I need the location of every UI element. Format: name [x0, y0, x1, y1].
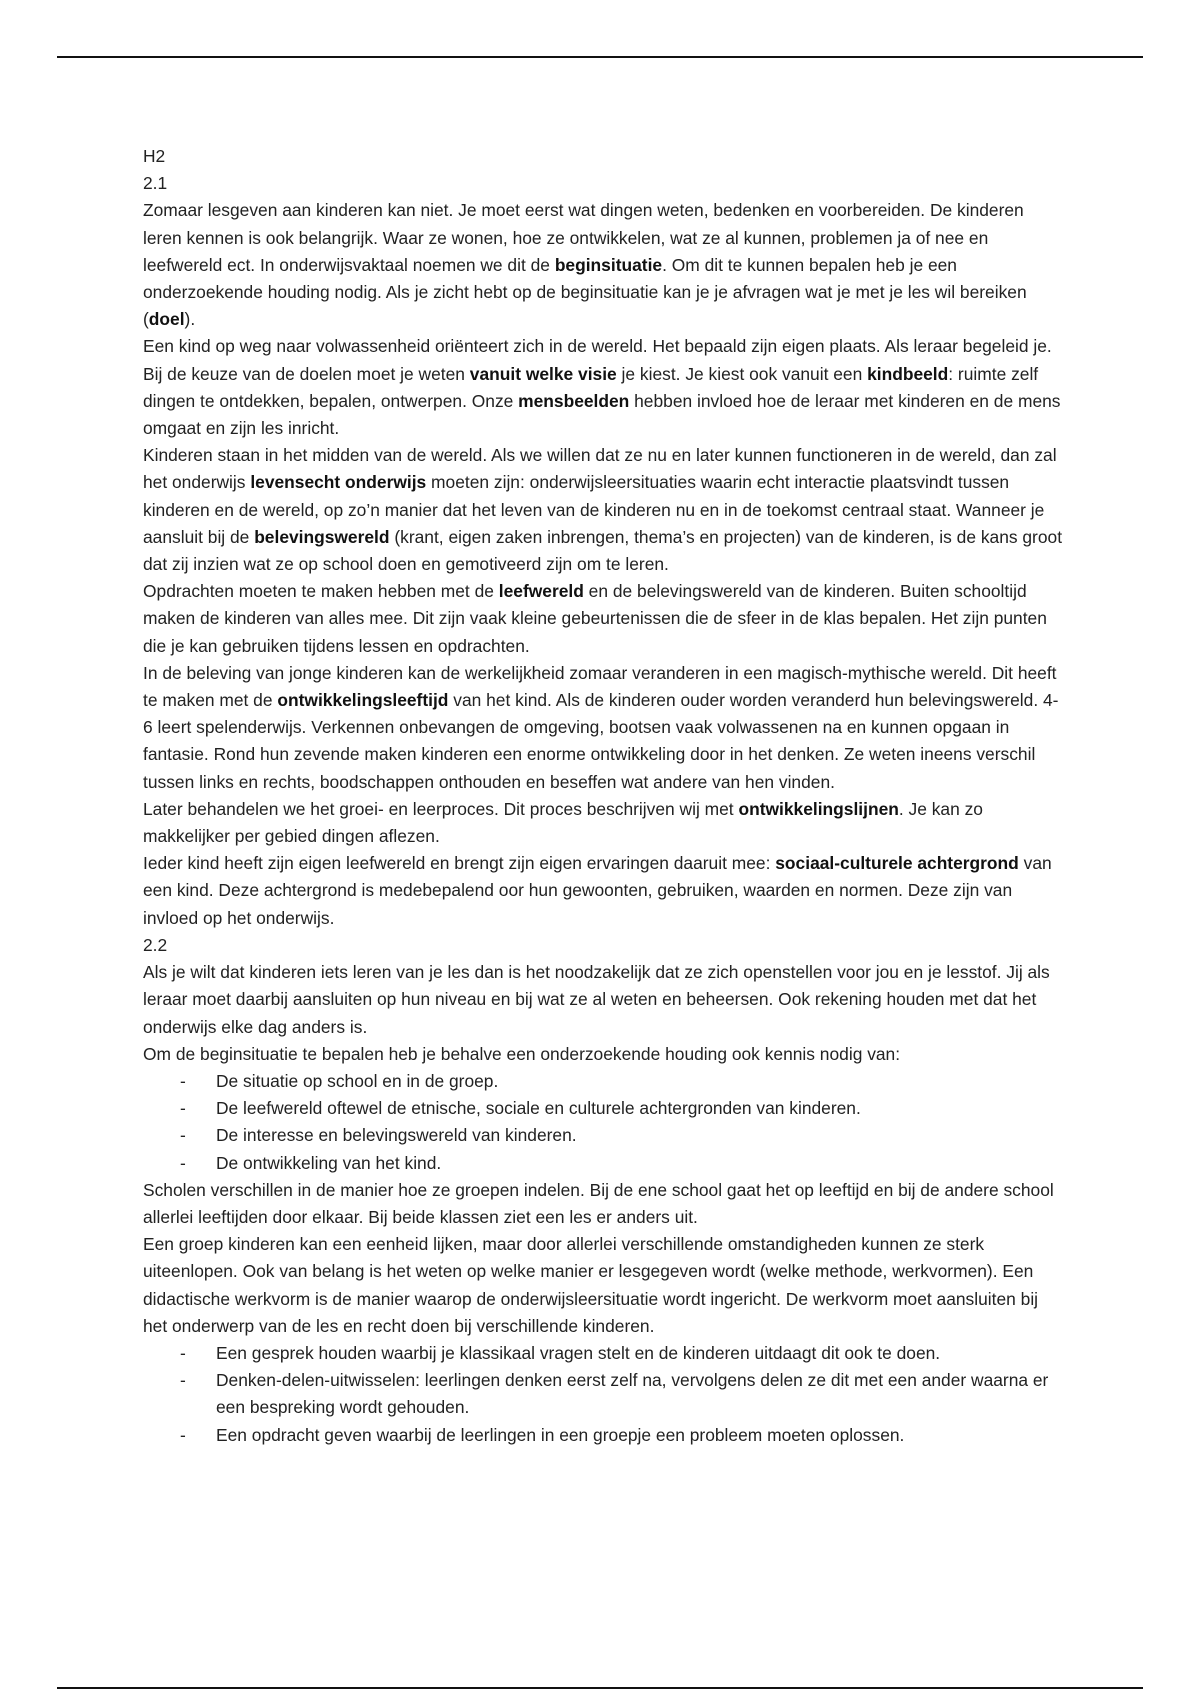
- bold-term: belevingswereld: [254, 526, 390, 547]
- text-run: van het kind. Als de kinderen ouder worden veranderd hun belevingswereld. 4-6 leert spelenderwijs. Verkennen onbevangen de omgeving, bootsen vaak volwassenen na en kunnen opgaan in fantasie. Rond hun zevende maken kinderen een enorme ontwikkeling door in het denken. Ze weten ineens verschil tussen links en rechts, boodschappen onthouden en beseffen wat andere van hen vinden.: [143, 690, 1059, 792]
- bold-term: doel: [148, 309, 185, 330]
- list-item: [180, 1068, 1063, 1095]
- text-run: je kiest. Je kiest ook vanuit een: [616, 363, 868, 384]
- paragraph: [143, 660, 1063, 796]
- bold-term: ontwikkelingsleeftijd: [277, 690, 449, 711]
- paragraph: [143, 850, 1063, 932]
- text-run: Zomaar lesgeven aan kinderen kan niet. Je moet eerst wat dingen weten, bedenken en voorbereiden. De kinderen leren kennen is ook belangrijk. Waar ze wonen, hoe ze ontwikkelen, wat ze al kunnen, problemen ja of nee en leefwereld ect. In onderwijsvaktaal noemen we dit de: [143, 200, 1024, 275]
- work-forms-list: [143, 1340, 1063, 1449]
- list-item-text: De ontwikkeling van het kind.: [216, 1152, 442, 1173]
- text-run: Later behandelen we het groei- en leerproces. Dit proces beschrijven wij met: [143, 798, 739, 819]
- bold-term: sociaal-culturele achtergrond: [775, 853, 1019, 874]
- list-item: [180, 1150, 1063, 1177]
- paragraph: Om de beginsituatie te bepalen heb je behalve een onderzoekende houding ook kennis nodig van:: [143, 1043, 901, 1064]
- list-item-text: De leefwereld oftewel de etnische, sociale en culturele achtergronden van kinderen.: [216, 1098, 861, 1119]
- paragraph: Als je wilt dat kinderen iets leren van je les dan is het noodzakelijk dat ze zich openstellen voor jou en je lesstof. Jij als leraar moet daarbij aansluiten op hun niveau en bij wat ze al weten en beheersen. Ook rekening houden met dat het onderwijs elke dag anders is.: [143, 962, 1050, 1037]
- text-run: en de belevingswereld van de kinderen. Buiten schooltijd maken de kinderen van alles mee. Dit zijn vaak kleine gebeurtenissen die de sfeer in de klas bepalen. Het zijn punten die je kan gebruiken tijdens lessen en opdrachten.: [143, 581, 1047, 656]
- text-run: hebben invloed hoe de leraar met kinderen en de mens omgaat en zijn les inricht.: [143, 390, 1061, 439]
- list-item-text: De situatie op school en in de groep.: [216, 1070, 499, 1091]
- section-number-2-1: 2.1: [143, 173, 168, 194]
- knowledge-list: [143, 1068, 1063, 1177]
- dash-bullet-icon: -: [180, 1070, 186, 1091]
- text-run: : ruimte zelf dingen te ontdekken, bepalen, ontwerpen. Onze: [143, 363, 1039, 411]
- text-run: . Om dit te kunnen bepalen heb je een onderzoekende houding nodig. Als je zicht hebt op de beginsituatie kan je je afvragen wat je met je les wil bereiken (: [143, 254, 1027, 330]
- paragraph: [143, 442, 1063, 578]
- document-body: [143, 143, 1063, 1449]
- text-run: Ieder kind heeft zijn eigen leefwereld en brengt zijn eigen ervaringen daaruit mee:: [143, 853, 776, 874]
- list-item: [180, 1095, 1063, 1122]
- section-number-2-2: 2.2: [143, 934, 168, 955]
- bold-term: leefwereld: [498, 581, 584, 602]
- bold-term: mensbeelden: [518, 390, 630, 411]
- text-run: . Je kan zo makkelijker per gebied dingen aflezen.: [143, 798, 983, 847]
- list-item: [180, 1340, 1063, 1367]
- text-run: ).: [184, 309, 196, 330]
- header-rule: [57, 56, 1143, 58]
- text-run: In de beleving van jonge kinderen kan de werkelijkheid zomaar veranderen in een magisch-mythische wereld. Dit heeft te maken met de: [143, 662, 1057, 711]
- dash-bullet-icon: -: [180, 1342, 186, 1363]
- bold-term: vanuit welke visie: [469, 363, 617, 384]
- paragraph: [143, 578, 1063, 660]
- bold-term: levensecht onderwijs: [250, 472, 427, 493]
- text-run: Een kind op weg naar volwassenheid oriënteert zich in de wereld. Het bepaald zijn eigen plaats. Als leraar begeleid je. Bij de keuze van de doelen moet je weten: [143, 336, 1052, 384]
- text-run: Opdrachten moeten te maken hebben met de: [143, 581, 499, 602]
- text-run: van een kind. Deze achtergrond is medebepalend oor hun gewoonten, gebruiken, waarden en normen. Deze zijn van invloed op het onderwijs.: [143, 853, 1052, 928]
- paragraph: Scholen verschillen in de manier hoe ze groepen indelen. Bij de ene school gaat het op leeftijd en bij de andere school allerlei leeftijden door elkaar. Bij beide klassen ziet een les er anders uit.: [143, 1179, 1054, 1227]
- paragraph: [143, 796, 1063, 850]
- dash-bullet-icon: -: [180, 1098, 186, 1119]
- list-item-text: Een gesprek houden waarbij je klassikaal vragen stelt en de kinderen uitdaagt dit ook te doen.: [216, 1342, 941, 1363]
- paragraph: [143, 333, 1063, 442]
- bold-term: beginsituatie: [554, 254, 663, 275]
- dash-bullet-icon: -: [180, 1152, 186, 1173]
- dash-bullet-icon: -: [180, 1424, 186, 1445]
- paragraph: [143, 197, 1063, 333]
- section-2-1-paragraphs: [143, 197, 1063, 931]
- footer-rule: [57, 1687, 1143, 1689]
- text-run: moeten zijn: onderwijsleersituaties waarin echt interactie plaatsvindt tussen kinderen en de wereld, op zo’n manier dat het leven van de kinderen nu en in de toekomst centraal staat. Wanneer je aansluit bij de: [143, 472, 1045, 547]
- paragraph: Een groep kinderen kan een eenheid lijken, maar door allerlei verschillende omstandigheden kunnen ze sterk uiteenlopen. Ook van belang is het weten op welke manier er lesgegeven wordt (welke methode, werkvormen). Een didactische werkvorm is de manier waarop de onderwijsleersituatie wordt ingericht. De werkvorm moet aansluiten bij het onderwerp van de les en recht doen bij verschillende kinderen.: [143, 1234, 1039, 1336]
- text-run: Kinderen staan in het midden van de wereld. Als we willen dat ze nu en later kunnen functioneren in de wereld, dan zal het onderwijs: [143, 445, 1057, 493]
- bold-term: ontwikkelingslijnen: [738, 798, 899, 819]
- list-item: [180, 1422, 1063, 1449]
- dash-bullet-icon: -: [180, 1125, 186, 1146]
- list-item-text: Een opdracht geven waarbij de leerlingen in een groepje een probleem moeten oplossen.: [216, 1424, 905, 1445]
- list-item-text: Denken-delen-uitwisselen: leerlingen denken eerst zelf na, vervolgens delen ze dit met een ander waarna er een bespreking wordt gehouden.: [216, 1370, 1049, 1418]
- list-item: [180, 1122, 1063, 1149]
- list-item-text: De interesse en belevingswereld van kinderen.: [216, 1125, 577, 1146]
- chapter-heading: H2: [143, 146, 166, 166]
- list-item: [180, 1367, 1063, 1421]
- text-run: (krant, eigen zaken inbrengen, thema’s en projecten) van de kinderen, is de kans groot dat zij inzien wat ze op school doen en gemotiveerd zijn om te leren.: [143, 526, 1063, 575]
- bold-term: kindbeeld: [867, 363, 949, 384]
- dash-bullet-icon: -: [180, 1370, 186, 1391]
